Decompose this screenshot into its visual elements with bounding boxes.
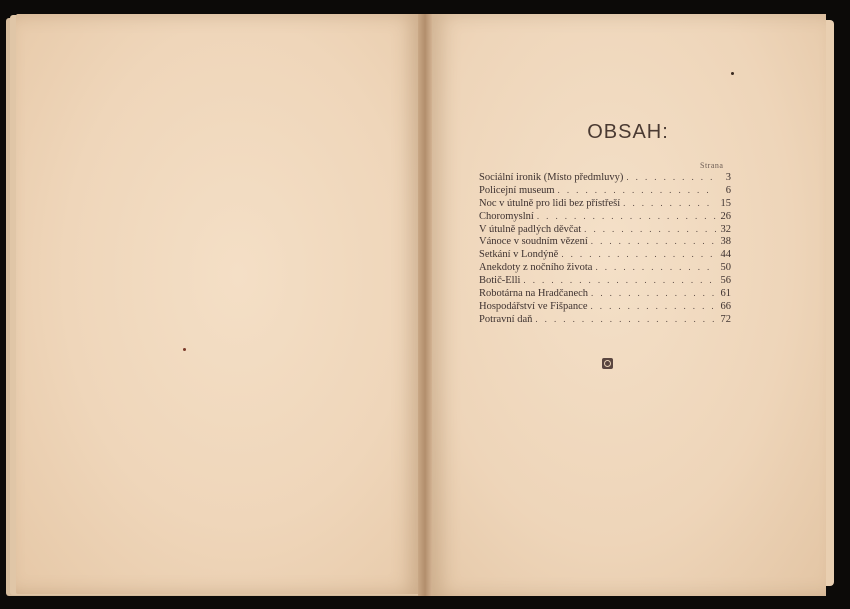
toc-entry-page: 44 [720,249,731,261]
toc-leader-dots [591,287,716,300]
page-title: OBSAH: [587,121,669,143]
page-column-header: Strana [700,161,724,170]
toc-entry-page: 72 [720,313,731,325]
toc-entry [479,184,731,197]
toc-entry [479,248,731,261]
toc-leader-dots [561,248,716,261]
toc-leader-dots [623,197,716,210]
toc-entry [479,197,731,210]
toc-entry [479,210,731,223]
toc-entry-title: Noc v útulně pro lidi bez přístřeší [479,197,621,209]
toc-entry-title: Sociální ironik (Místo předmluvy) [479,172,624,183]
toc-entry [479,261,731,274]
toc-leader-dots [523,274,716,287]
toc-entry-title: Anekdoty z nočního života [479,262,593,274]
toc-leader-dots [535,313,716,326]
toc-entry-page: 15 [720,197,731,209]
toc-entry [479,300,731,313]
toc-entry-page: 50 [720,262,731,274]
toc-leader-dots [558,184,716,197]
toc-entry-title: Choromyslní [479,210,534,222]
toc-entry-page: 3 [725,172,731,183]
paper-speck [731,72,734,75]
toc-entry [479,287,731,300]
toc-entry-page: 38 [720,236,731,248]
toc-entry-title: Hospodářství ve Fišpance [479,300,588,312]
toc-entry-page: 6 [725,184,731,196]
toc-leader-dots [626,171,716,184]
toc-entry [479,223,731,236]
toc-leader-dots [590,300,716,313]
toc-leader-dots [537,210,716,223]
toc-entry [479,313,731,326]
toc-entry-title: Policejní museum [479,184,555,196]
toc-entry-page: 56 [720,275,731,287]
table-of-contents [479,171,731,326]
toc-entry-title: Botič-Elli [479,275,521,287]
toc-entry-title: V útulně padlých děvčat [479,223,582,235]
toc-entry-page: 26 [720,210,731,222]
paper-speck [183,348,186,351]
book-gutter [418,14,432,596]
toc-entry-title: Vánoce v soudním vězení [479,236,588,248]
toc-entry [479,274,731,287]
toc-entry-title: Robotárna na Hradčanech [479,288,589,300]
toc-leader-dots [591,235,716,248]
left-page-blank [16,14,420,594]
toc-entry [479,171,731,184]
toc-entry-page: 61 [720,288,731,300]
toc-leader-dots [584,223,716,236]
toc-leader-dots [595,261,716,274]
toc-entry-title: Potravní daň [479,313,533,325]
toc-entry-page: 66 [720,300,731,312]
toc-entry-page: 32 [720,223,731,235]
toc-entry [479,235,731,248]
toc-entry-title: Setkání v Londýně [479,249,559,261]
printer-ornament-icon [602,358,613,369]
